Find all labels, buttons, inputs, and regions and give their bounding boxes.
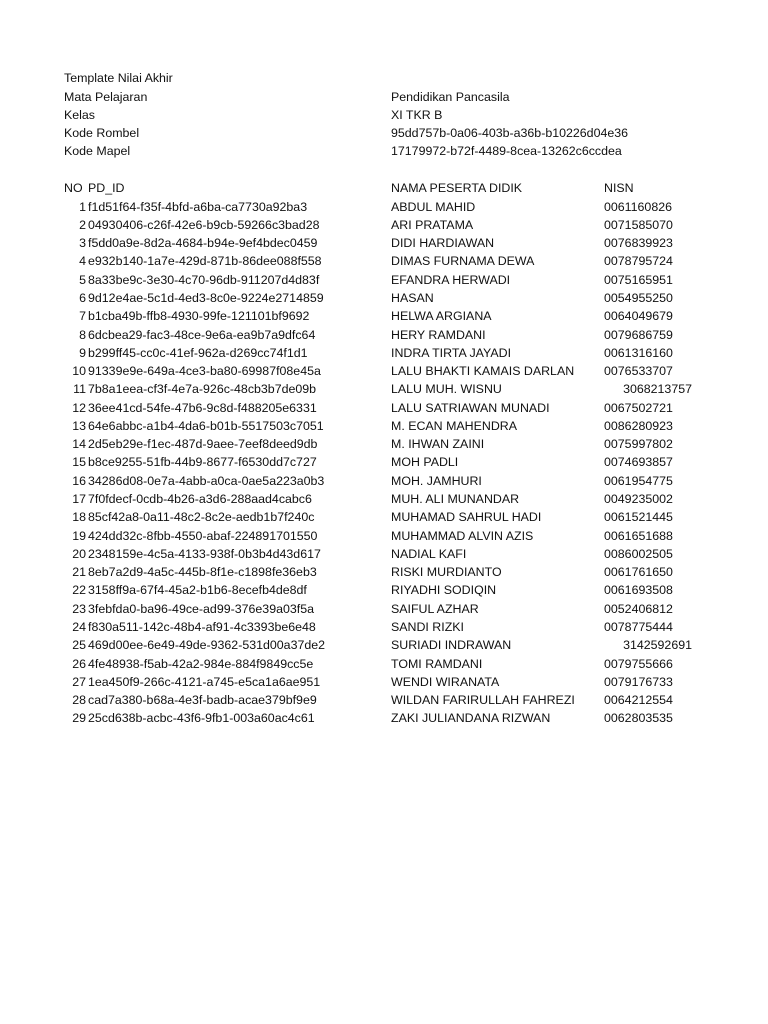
row-student-name: NADIAL KAFI — [391, 546, 467, 561]
row-pd-id: 469d00ee-6e49-49de-9362-531d00a37de2 — [88, 638, 326, 653]
row-nisn: 0061651688 — [604, 528, 673, 543]
row-nisn: 0054955250 — [604, 290, 673, 305]
row-student-name: HERY RAMDANI — [391, 327, 486, 342]
row-pd-id: 91339e9e-649a-4ce3-ba80-69987f08e45a — [88, 364, 321, 378]
row-number: 11 — [73, 382, 86, 397]
row-student-name: RISKI MURDIANTO — [391, 565, 502, 580]
row-number: 10 — [72, 364, 86, 378]
row-student-name: SAIFUL AZHAR — [391, 601, 479, 616]
row-student-name: MUHAMMAD ALVIN AZIS — [391, 528, 534, 543]
row-nisn: 0075165951 — [604, 272, 673, 287]
row-number: 23 — [72, 601, 86, 616]
field-value: XI TKR B — [391, 108, 443, 122]
row-pd-id: 3158ff9a-67f4-45a2-b1b6-8ecefb4de8df — [88, 583, 307, 598]
row-number: 27 — [72, 674, 86, 689]
row-nisn: 3068213757 — [623, 382, 692, 397]
row-nisn: 0071585070 — [604, 217, 673, 232]
table-row — [0, 289, 768, 307]
row-nisn: 0064212554 — [604, 693, 673, 708]
row-pd-id: 2d5eb29e-f1ec-487d-9aee-7eef8deed9db — [88, 437, 318, 452]
row-student-name: M. ECAN MAHENDRA — [391, 418, 517, 433]
row-student-name: ARI PRATAMA — [391, 217, 474, 232]
row-number: 4 — [79, 254, 86, 269]
row-student-name: ZAKI JULIANDANA RIZWAN — [391, 711, 551, 726]
row-pd-id: b8ce9255-51fb-44b9-8677-f6530dd7c727 — [88, 455, 317, 470]
row-nisn: 0076533707 — [604, 364, 673, 378]
row-nisn: 3142592691 — [623, 638, 692, 653]
row-number: 9 — [79, 345, 86, 360]
row-student-name: LALU MUH. WISNU — [391, 382, 502, 397]
row-nisn: 0061693508 — [604, 583, 673, 598]
row-pd-id: 4fe48938-f5ab-42a2-984e-884f9849cc5e — [88, 656, 314, 671]
row-pd-id: 3febfda0-ba96-49ce-ad99-376e39a03f5a — [88, 601, 314, 616]
table-row — [0, 527, 768, 545]
row-nisn: 0064049679 — [604, 309, 673, 324]
row-student-name: WENDI WIRANATA — [391, 674, 500, 689]
table-row — [0, 362, 768, 380]
table-row — [0, 673, 768, 691]
field-row-class — [0, 106, 768, 124]
row-nisn: 0061521445 — [604, 510, 673, 525]
column-header-nisn: NISN — [604, 181, 634, 195]
row-student-name: LALU SATRIAWAN MUNADI — [391, 400, 550, 415]
row-pd-id: 7b8a1eea-cf3f-4e7a-926c-48cb3b7de09b — [88, 382, 317, 397]
table-row — [0, 545, 768, 563]
row-number: 29 — [72, 711, 86, 726]
row-pd-id: 1ea450f9-266c-4121-a745-e5ca1a6ae951 — [88, 674, 321, 689]
row-number: 8 — [79, 327, 86, 342]
row-nisn: 0062803535 — [604, 711, 673, 726]
row-pd-id: b299ff45-cc0c-41ef-962a-d269cc74f1d1 — [88, 345, 308, 360]
field-label: Mata Pelajaran — [64, 90, 148, 104]
table-row — [0, 655, 768, 673]
row-pd-id: 8eb7a2d9-4a5c-445b-8f1e-c1898fe36eb3 — [88, 565, 317, 580]
row-nisn: 0076839923 — [604, 236, 673, 251]
table-row — [0, 252, 768, 270]
table-row — [0, 563, 768, 581]
row-pd-id: e932b140-1a7e-429d-871b-86dee088f558 — [88, 254, 322, 269]
row-pd-id: 85cf42a8-0a11-48c2-8c2e-aedb1b7f240c — [88, 510, 315, 525]
row-student-name: ABDUL MAHID — [391, 199, 476, 214]
row-nisn: 0079686759 — [604, 327, 673, 342]
field-value: 95dd757b-0a06-403b-a36b-b10226d04e36 — [391, 126, 629, 140]
table-header-row — [0, 179, 768, 197]
row-number: 3 — [79, 236, 86, 251]
table-row — [0, 307, 768, 325]
table-row — [0, 453, 768, 471]
table-row — [0, 709, 768, 727]
row-number: 7 — [79, 309, 86, 324]
row-nisn: 0061316160 — [604, 345, 673, 360]
table-row — [0, 691, 768, 709]
table-row — [0, 271, 768, 289]
row-number: 26 — [72, 656, 86, 671]
row-nisn: 0061954775 — [604, 473, 673, 488]
row-nisn: 0061761650 — [604, 565, 673, 580]
column-header-no: NO — [64, 181, 83, 195]
row-nisn: 0078795724 — [604, 254, 673, 269]
row-number: 25 — [72, 638, 86, 653]
row-nisn: 0067502721 — [604, 400, 673, 415]
row-nisn: 0049235002 — [604, 492, 673, 506]
row-nisn: 0074693857 — [604, 455, 673, 470]
row-number: 19 — [72, 528, 86, 543]
table-row — [0, 472, 768, 490]
row-student-name: TOMI RAMDANI — [391, 656, 483, 671]
row-nisn: 0079176733 — [604, 674, 673, 689]
row-pd-id: 2348159e-4c5a-4133-938f-0b3b4d43d617 — [88, 546, 321, 561]
row-student-name: HASAN — [391, 290, 434, 305]
row-number: 21 — [72, 565, 86, 580]
field-value: Pendidikan Pancasila — [391, 90, 510, 104]
row-number: 24 — [72, 619, 86, 634]
row-number: 18 — [72, 510, 86, 525]
row-number: 17 — [72, 492, 86, 506]
row-number: 28 — [72, 693, 86, 708]
table-row — [0, 435, 768, 453]
row-pd-id: 424dd32c-8fbb-4550-abaf-224891701550 — [88, 528, 318, 543]
row-nisn: 0078775444 — [604, 619, 673, 634]
row-nisn: 0075997802 — [604, 437, 673, 452]
row-student-name: EFANDRA HERWADI — [391, 272, 511, 287]
row-number: 15 — [72, 455, 86, 470]
row-pd-id: f5dd0a9e-8d2a-4684-b94e-9ef4bdec0459 — [88, 236, 318, 251]
row-student-name: MOH PADLI — [391, 455, 459, 470]
row-number: 16 — [72, 473, 86, 488]
row-number: 12 — [72, 400, 86, 415]
row-student-name: MUH. ALI MUNANDAR — [391, 492, 520, 506]
table-row — [0, 234, 768, 252]
row-student-name: M. IHWAN ZAINI — [391, 437, 485, 452]
row-pd-id: b1cba49b-ffb8-4930-99fe-121101bf9692 — [88, 309, 310, 324]
table-row — [0, 344, 768, 362]
table-row — [0, 636, 768, 654]
table-row — [0, 399, 768, 417]
field-row-rombel-code — [0, 124, 768, 142]
row-nisn: 0052406812 — [604, 601, 673, 616]
row-nisn: 0086280923 — [604, 418, 673, 433]
row-student-name: LALU BHAKTI KAMAIS DARLAN — [391, 364, 575, 378]
row-pd-id: 25cd638b-acbc-43f6-9fb1-003a60ac4c61 — [88, 711, 315, 726]
table-row — [0, 618, 768, 636]
row-pd-id: cad7a380-b68a-4e3f-badb-acae379bf9e9 — [88, 693, 317, 708]
row-number: 22 — [72, 583, 86, 598]
row-student-name: DIDI HARDIAWAN — [391, 236, 495, 251]
field-label: Kode Mapel — [64, 144, 131, 158]
row-student-name: MUHAMAD SAHRUL HADI — [391, 510, 542, 525]
table-row — [0, 600, 768, 618]
row-pd-id: 64e6abbc-a1b4-4da6-b01b-5517503c7051 — [88, 418, 324, 433]
field-value: 17179972-b72f-4489-8cea-13262c6ccdea — [391, 144, 622, 158]
field-label: Kode Rombel — [64, 126, 140, 140]
row-student-name: SANDI RIZKI — [391, 619, 464, 634]
row-pd-id: 36ee41cd-54fe-47b6-9c8d-f488205e6331 — [88, 400, 317, 415]
row-pd-id: 9d12e4ae-5c1d-4ed3-8c0e-9224e2714859 — [88, 290, 324, 305]
row-pd-id: f830a511-142c-48b4-af91-4c3393be6e48 — [88, 619, 316, 634]
field-row-mapel-code — [0, 142, 768, 160]
row-student-name: INDRA TIRTA JAYADI — [391, 345, 512, 360]
table-row — [0, 198, 768, 216]
field-label: Kelas — [64, 108, 95, 122]
table-row — [0, 326, 768, 344]
table-row — [0, 216, 768, 234]
row-student-name: SURIADI INDRAWAN — [391, 638, 512, 653]
row-number: 6 — [79, 290, 86, 305]
row-number: 20 — [72, 546, 86, 561]
column-header-name: NAMA PESERTA DIDIK — [391, 181, 523, 195]
row-pd-id: f1d51f64-f35f-4bfd-a6ba-ca7730a92ba3 — [88, 199, 308, 214]
row-student-name: WILDAN FARIRULLAH FAHREZI — [391, 693, 575, 708]
title-row — [0, 69, 768, 87]
row-student-name: HELWA ARGIANA — [391, 309, 492, 324]
row-number: 2 — [79, 217, 86, 232]
row-nisn: 0079755666 — [604, 656, 673, 671]
row-pd-id: 8a33be9c-3e30-4c70-96db-911207d4d83f — [88, 272, 320, 287]
row-number: 5 — [79, 272, 86, 287]
row-number: 14 — [72, 437, 86, 452]
row-student-name: RIYADHI SODIQIN — [391, 583, 497, 598]
row-number: 13 — [72, 418, 86, 433]
table-row — [0, 508, 768, 526]
row-pd-id: 6dcbea29-fac3-48ce-9e6a-ea9b7a9dfc64 — [88, 327, 316, 342]
document-title: Template Nilai Akhir — [64, 71, 173, 85]
row-number: 1 — [79, 199, 86, 214]
row-pd-id: 04930406-c26f-42e6-b9cb-59266c3bad28 — [88, 217, 320, 232]
row-nisn: 0086002505 — [604, 546, 673, 561]
table-row — [0, 417, 768, 435]
row-nisn: 0061160826 — [604, 199, 672, 214]
field-row-subject — [0, 88, 768, 106]
table-row — [0, 490, 768, 508]
table-row — [0, 380, 768, 398]
table-row — [0, 581, 768, 599]
row-pd-id: 7f0fdecf-0cdb-4b26-a3d6-288aad4cabc6 — [88, 492, 312, 506]
row-student-name: MOH. JAMHURI — [391, 473, 482, 488]
row-student-name: DIMAS FURNAMA DEWA — [391, 254, 535, 269]
row-pd-id: 34286d08-0e7a-4abb-a0ca-0ae5a223a0b3 — [88, 473, 325, 488]
column-header-pd-id: PD_ID — [88, 181, 125, 195]
